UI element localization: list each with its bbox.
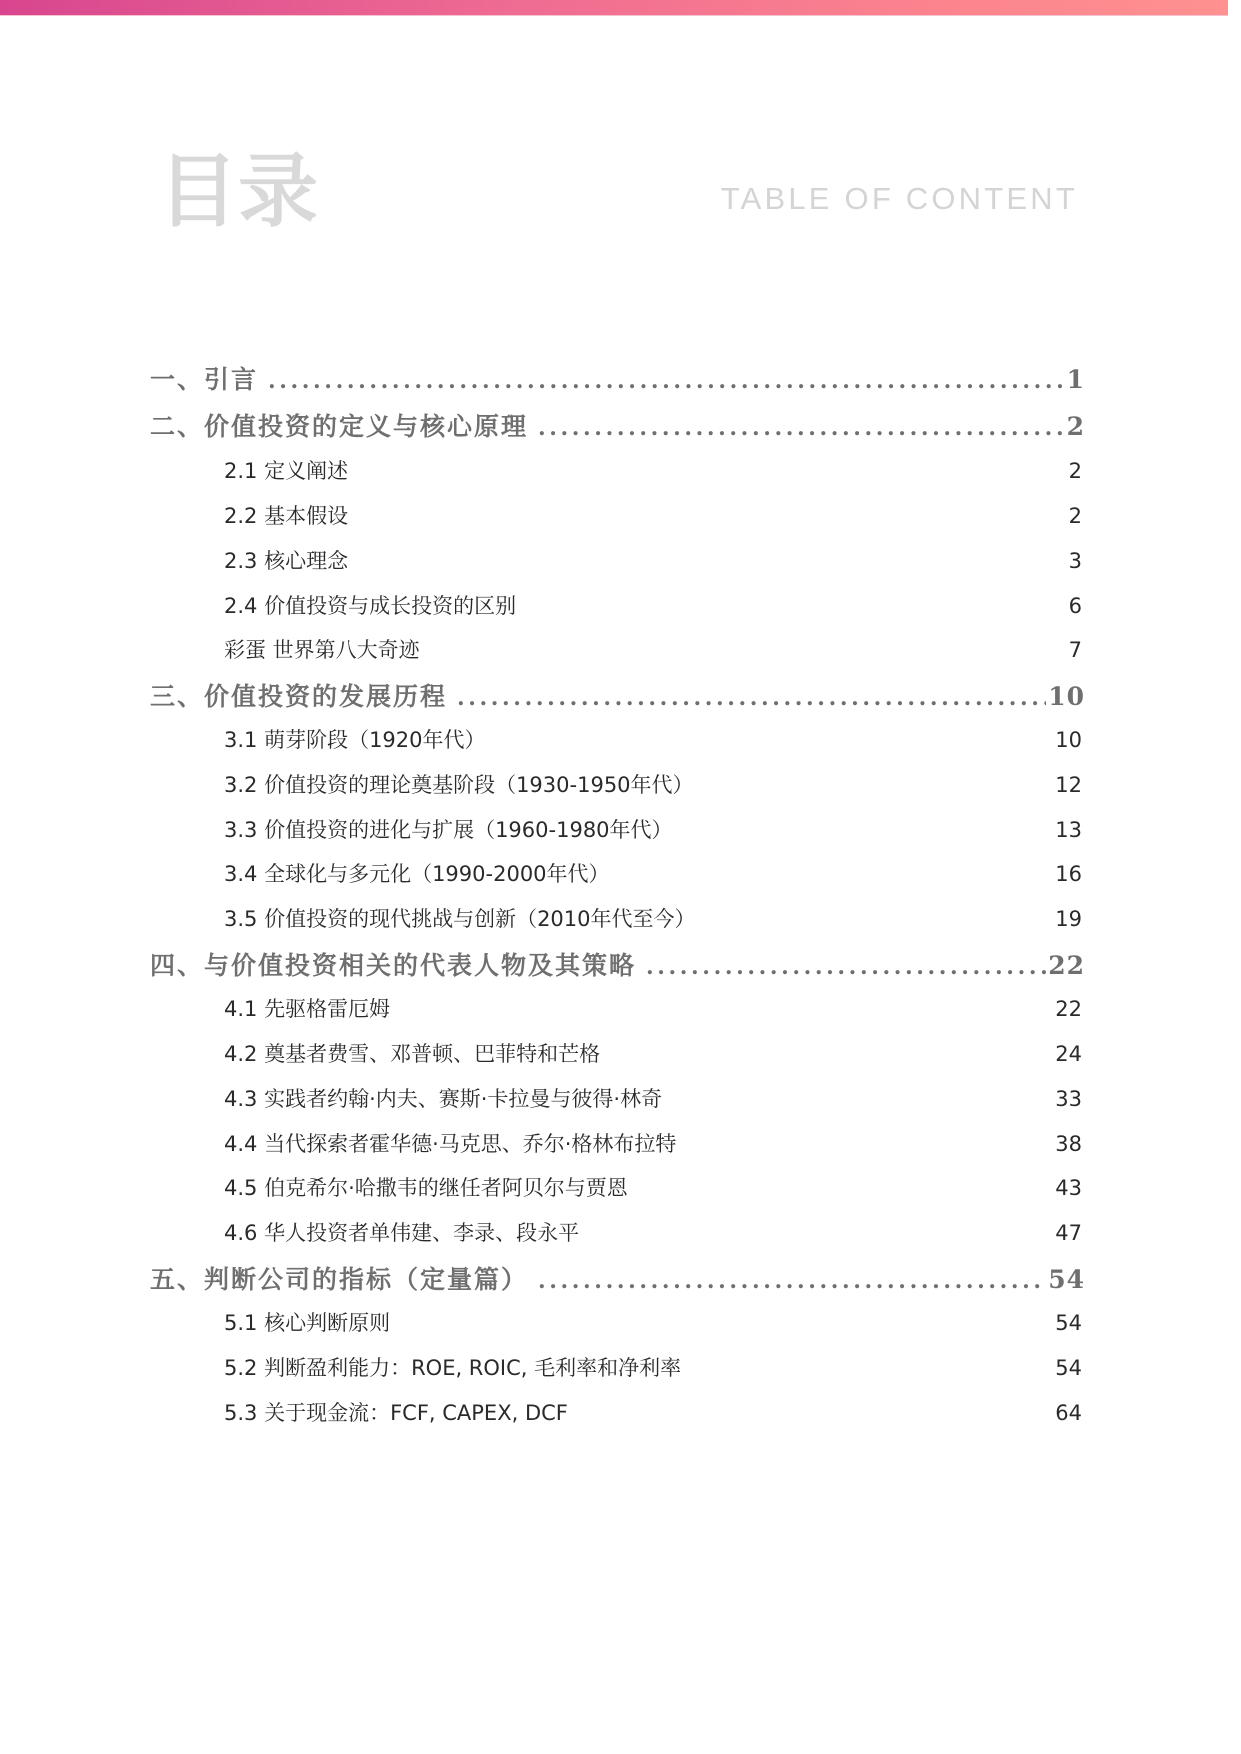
toc-label: 5.1 核心判断原则: [224, 1311, 391, 1335]
toc-page-number: 54: [1055, 1311, 1082, 1335]
toc-chapter-4[interactable]: [150, 946, 1085, 982]
toc-section-4-5[interactable]: [150, 1172, 1085, 1204]
toc-page-number: 6: [1068, 594, 1082, 618]
toc-section-4-4[interactable]: [150, 1128, 1085, 1160]
toc-section-2-2[interactable]: [150, 500, 1085, 532]
toc-page-number: 47: [1055, 1221, 1082, 1245]
toc-section-4-6[interactable]: [150, 1217, 1085, 1249]
toc-label: 3.1 萌芽阶段（1920年代）: [224, 728, 486, 752]
toc-label: 3.5 价值投资的现代挑战与创新（2010年代至今）: [224, 907, 696, 931]
toc-label: 2.1 定义阐述: [224, 459, 349, 483]
toc-label: 一、引言: [150, 365, 259, 394]
toc-page-number: 54: [1048, 1265, 1085, 1294]
toc-label: 3.3 价值投资的进化与扩展（1960-1980年代）: [224, 818, 673, 842]
toc-label: 3.4 全球化与多元化（1990-2000年代）: [224, 862, 610, 886]
toc-section-4-1[interactable]: [150, 993, 1085, 1025]
toc-section-2-1[interactable]: [150, 455, 1085, 487]
toc-page-number: 16: [1055, 862, 1082, 886]
toc-label: 3.2 价值投资的理论奠基阶段（1930-1950年代）: [224, 773, 694, 797]
toc-page-number: 2: [1068, 504, 1082, 528]
toc-leader-dots: [538, 415, 1065, 441]
toc-section-3-4[interactable]: [150, 858, 1085, 890]
toc-label: 4.4 当代探索者霍华德·马克思、乔尔·格林布拉特: [224, 1132, 677, 1156]
toc-label: 2.3 核心理念: [224, 549, 349, 573]
toc-page-number: 3: [1068, 549, 1082, 573]
toc-label: 二、价值投资的定义与核心原理: [150, 412, 529, 441]
toc-section-4-2[interactable]: [150, 1038, 1085, 1070]
toc-label: 2.2 基本假设: [224, 504, 349, 528]
page-title: 目录: [158, 145, 318, 238]
toc-label: 五、判断公司的指标（定量篇）: [150, 1265, 529, 1294]
toc-label: 4.3 实践者约翰·内夫、赛斯·卡拉曼与彼得·林奇: [224, 1087, 663, 1111]
toc-page-number: 24: [1055, 1042, 1082, 1066]
toc-page-number: 43: [1055, 1176, 1082, 1200]
toc-section-2-4[interactable]: [150, 590, 1085, 622]
toc-chapter-1[interactable]: [150, 360, 1085, 396]
toc-label: 彩蛋 世界第八大奇迹: [224, 638, 420, 662]
toc-page-number: 12: [1055, 773, 1082, 797]
toc-section-3-5[interactable]: [150, 903, 1085, 935]
toc-page-number: 54: [1055, 1356, 1082, 1380]
page-header: [0, 0, 1241, 260]
toc-label: 四、与价值投资相关的代表人物及其策略: [150, 951, 637, 980]
toc-chapter-5[interactable]: [150, 1260, 1085, 1296]
toc-label: 4.5 伯克希尔·哈撒韦的继任者阿贝尔与贾恩: [224, 1176, 628, 1200]
toc-label: 5.3 关于现金流：FCF, CAPEX, DCF: [224, 1401, 568, 1425]
toc-leader-dots: [646, 954, 1046, 980]
toc-page-number: 38: [1055, 1132, 1082, 1156]
page-subtitle: TABLE OF CONTENT: [720, 181, 1078, 216]
toc-leader-dots: [538, 1268, 1046, 1294]
toc-page-number: 10: [1055, 728, 1082, 752]
toc-section-3-2[interactable]: [150, 769, 1085, 801]
toc-page-number: 19: [1055, 907, 1082, 931]
toc-section-5-1[interactable]: [150, 1307, 1085, 1339]
toc-section-5-2[interactable]: [150, 1352, 1085, 1384]
toc-section-5-3[interactable]: [150, 1397, 1085, 1429]
toc-chapter-2[interactable]: [150, 407, 1085, 443]
toc-page-number: 2: [1068, 459, 1082, 483]
toc-page-number: 2: [1066, 412, 1085, 441]
toc-page-number: 64: [1055, 1401, 1082, 1425]
toc-section-3-1[interactable]: [150, 724, 1085, 756]
toc-section-3-3[interactable]: [150, 814, 1085, 846]
toc-section-4-3[interactable]: [150, 1083, 1085, 1115]
toc-label: 4.6 华人投资者单伟建、李录、段永平: [224, 1221, 580, 1245]
toc-page-number: 1: [1066, 365, 1085, 394]
toc-section-easter-egg[interactable]: [150, 634, 1085, 666]
toc-label: 三、价值投资的发展历程: [150, 682, 448, 711]
toc-page-number: 10: [1048, 682, 1085, 711]
toc-label: 5.2 判断盈利能力：ROE, ROIC, 毛利率和净利率: [224, 1356, 682, 1380]
toc-label: 2.4 价值投资与成长投资的区别: [224, 594, 517, 618]
toc-page-number: 22: [1055, 997, 1082, 1021]
toc-page-number: 33: [1055, 1087, 1082, 1111]
toc-page-number: 7: [1068, 638, 1082, 662]
toc-page-number: 22: [1048, 951, 1085, 980]
toc-label: 4.2 奠基者费雪、邓普顿、巴菲特和芒格: [224, 1042, 601, 1066]
toc-leader-dots: [457, 685, 1046, 711]
toc-leader-dots: [268, 368, 1065, 394]
toc-section-2-3[interactable]: [150, 545, 1085, 577]
toc-label: 4.1 先驱格雷厄姆: [224, 997, 391, 1021]
toc-page-number: 13: [1055, 818, 1082, 842]
toc-chapter-3[interactable]: [150, 677, 1085, 713]
